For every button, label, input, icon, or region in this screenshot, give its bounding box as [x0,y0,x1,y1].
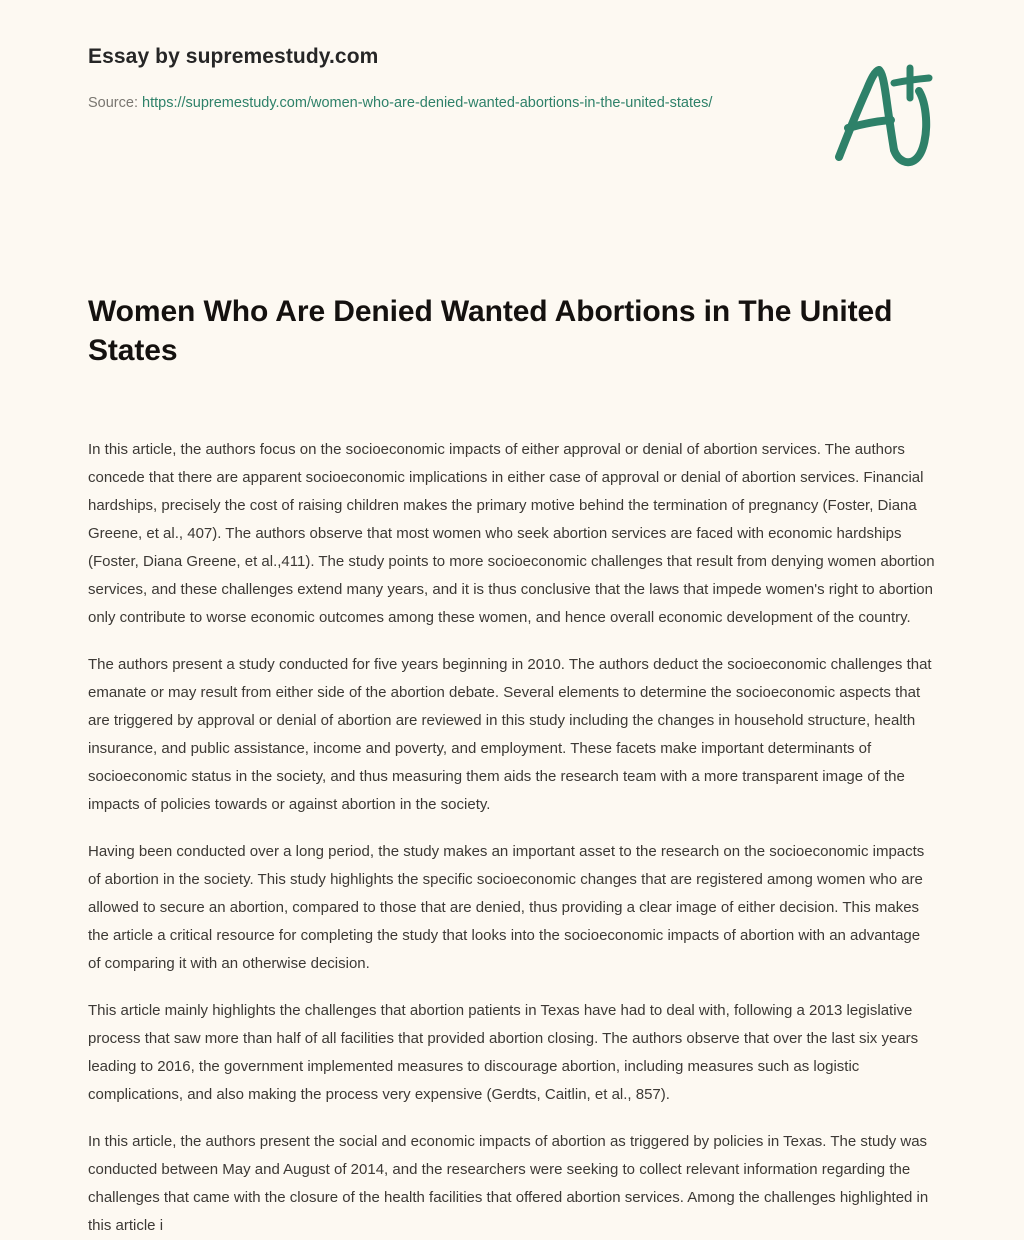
source-line [88,91,748,116]
paragraph: This article mainly highlights the challenges that abortion patients in Texas have had to deal with, following a 2013 legislative process that saw more than half of all facilities that provided abortion closing. The authors observe that over the last six years leading to 2016, the government implemented measures to discourage abortion, including measures such as logistic complications, and also making the process very expensive (Gerdts, Caitlin, et al., 857). [88,1002,919,1103]
paragraph: Having been conducted over a long period, the study makes an important asset to the research on the socioeconomic impacts of abortion in the society. This study highlights the specific socioeconomic changes that are registered among women who are allowed to secure an abortion, compared to those that are denied, thus providing a clear image of either decision. This makes the article a critical resource for completing the study that looks into the socioeconomic impacts of abortion with an advantage of comparing it with an otherwise decision. [88,843,925,972]
paragraph: In this article, the authors present the social and economic impacts of abortion as triggered by policies in Texas. The study was conducted between May and August of 2014, and the researchers were seeking to collect relevant information regarding the challenges that came with the closure of the health facilities that offered abortion services. Among the challenges highlighted in this article i [88,1133,929,1234]
paragraph: The authors present a study conducted for five years beginning in 2010. The authors deduct the socioeconomic challenges that emanate or may result from either side of the abortion debate. Several elements to determine the socioeconomic aspects that are triggered by approval or denial of abortion are reviewed in this study including the changes in household structure, health insurance, and public assistance, income and poverty, and employment. These facets make important determinants of socioeconomic status in the society, and thus measuring them aids the research team with a more transparent image of the impacts of policies towards or against abortion in the society. [88,656,932,813]
a-plus-logo-icon [822,56,942,176]
paragraph: In this article, the authors focus on the socioeconomic impacts of either approval or denial of abortion services. The authors concede that there are apparent socioeconomic implications in either case of approval or denial of abortion services. Financial hardships, precisely the cost of raising children makes the primary motive behind the termination of pregnancy (Foster, Diana Greene, et al., 407). The authors observe that most women who seek abortion services are faced with economic hardships (Foster, Diana Greene, et al.,411). The study points to more socioeconomic challenges that result from denying women abortion services, and these challenges extend many years, and it is thus conclusive that the laws that impede women's right to abortion only contribute to worse economic outcomes among these women, and hence overall economic development of the country. [88,441,935,626]
source-url-link[interactable]: https://supremestudy.com/women-who-are-denied-wanted-abortions-in-the-united-states/ [142,95,713,112]
article-body [88,370,936,1240]
page-title: Women Who Are Denied Wanted Abortions in The United States [88,295,893,367]
page-header [88,0,936,194]
source-label: Source: [88,95,138,112]
essay-byline: Essay by supremestudy.com [88,45,379,68]
